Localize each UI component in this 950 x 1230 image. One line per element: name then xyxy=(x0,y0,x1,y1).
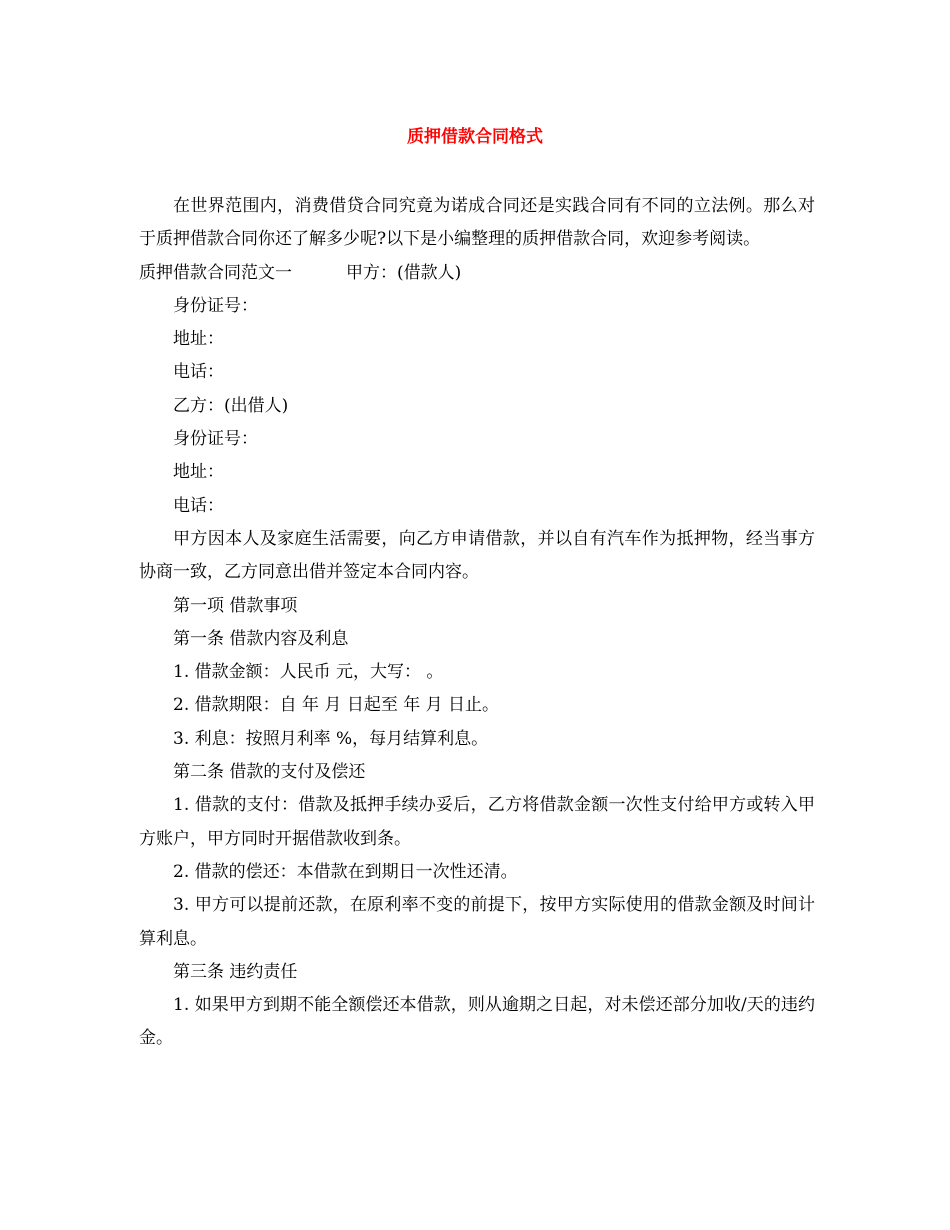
article-2-item-3: 3. 甲方可以提前还款，在原利率不变的前提下，按甲方实际使用的借款金额及时间计算利息。 xyxy=(139,895,815,949)
party-a-id: 身份证号： xyxy=(173,295,258,316)
party-a-label: 甲方：(借款人) xyxy=(346,262,462,283)
article-2-item-2: 2. 借款的偿还：本借款在到期日一次性还清。 xyxy=(173,861,518,882)
section-1-heading: 第一项 借款事项 xyxy=(173,595,298,616)
party-b-address: 地址： xyxy=(173,462,224,483)
article-1-item-2: 2. 借款期限：自 年 月 日起至 年 月 日止。 xyxy=(173,695,500,716)
party-a-address: 地址： xyxy=(173,329,224,350)
document-title: 质押借款合同格式 xyxy=(407,127,543,147)
article-2-heading: 第二条 借款的支付及偿还 xyxy=(173,762,366,783)
sample-heading-line xyxy=(139,257,815,290)
article-3-heading: 第三条 违约责任 xyxy=(173,961,298,982)
article-1-item-1: 1. 借款金额：人民币 元，大写： 。 xyxy=(173,662,444,683)
party-b-phone: 电话： xyxy=(173,495,224,516)
article-1-item-3: 3. 利息：按照月利率 %，每月结算利息。 xyxy=(173,728,489,749)
party-b-label: 乙方：(出借人) xyxy=(173,395,289,416)
purpose-paragraph: 甲方因本人及家庭生活需要，向乙方申请借款，并以自有汽车作为抵押物，经当事方协商一致，乙方同意出借并签定本合同内容。 xyxy=(139,528,815,583)
article-1-heading: 第一条 借款内容及利息 xyxy=(173,628,349,649)
sample-heading: 质押借款合同范文一 xyxy=(139,262,292,283)
article-3-item-1: 1. 如果甲方到期不能全额偿还本借款，则从逾期之日起，对未偿还部分加收/天的违约金。 xyxy=(139,995,815,1049)
party-a-phone: 电话： xyxy=(173,362,224,383)
article-2-item-1: 1. 借款的支付：借款及抵押手续办妥后，乙方将借款金额一次性支付给甲方或转入甲方账户，甲方同时开据借款收到条。 xyxy=(139,795,815,849)
intro-paragraph: 在世界范围内，消费借贷合同究竟为诺成合同还是实践合同有不同的立法例。那么对于质押借款合同你还了解多少呢?以下是小编整理的质押借款合同，欢迎参考阅读。 xyxy=(139,196,815,250)
document-body xyxy=(139,190,815,1056)
party-b-id: 身份证号： xyxy=(173,429,258,450)
